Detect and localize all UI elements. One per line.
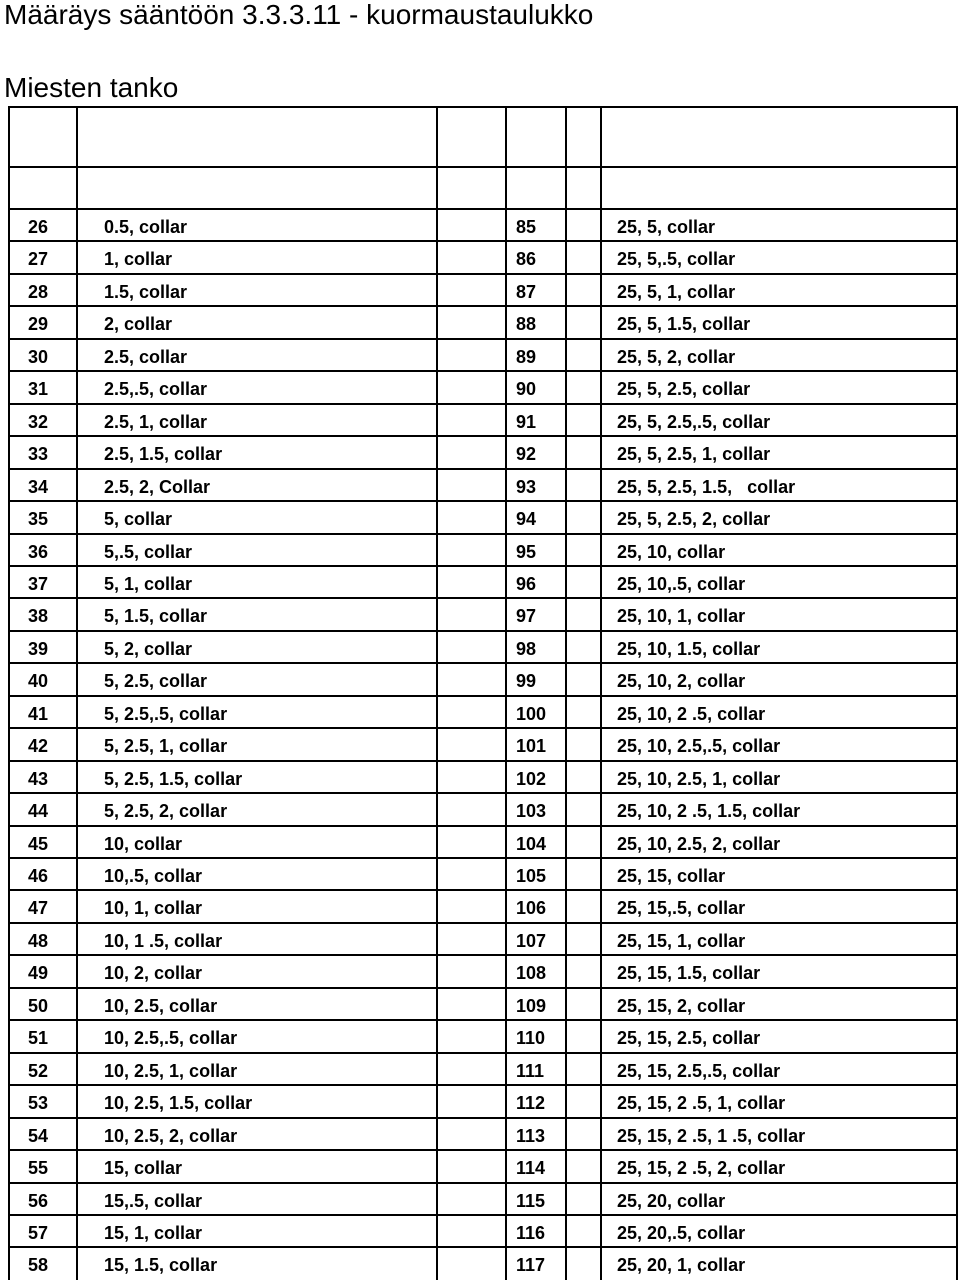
cell-plate-combination: 25, 15, 2, collar <box>617 996 746 1016</box>
cell-load-number: 26 <box>28 217 49 237</box>
cell-load-number: 34 <box>28 477 49 497</box>
table-row-divider <box>8 1246 958 1248</box>
cell-load-number: 112 <box>516 1093 546 1113</box>
table-row-divider <box>8 1182 958 1184</box>
cell-plate-combination: 25, 15, 1, collar <box>617 931 746 951</box>
cell-load-number: 109 <box>516 996 547 1016</box>
cell-plate-combination: 10, collar <box>104 834 183 854</box>
cell-load-number: 29 <box>28 314 49 334</box>
cell-plate-combination: 2.5, collar <box>104 347 188 367</box>
cell-load-number: 86 <box>516 249 537 269</box>
cell-load-number: 98 <box>516 639 537 659</box>
cell-plate-combination: 5, collar <box>104 509 173 529</box>
cell-load-number: 47 <box>28 898 49 918</box>
cell-load-number: 35 <box>28 509 49 529</box>
cell-load-number: 99 <box>516 671 537 691</box>
cell-plate-combination: 25, 10, 2.5, 1, collar <box>617 769 781 789</box>
cell-plate-combination: 25, 5, collar <box>617 217 716 237</box>
table-row-divider <box>8 468 958 470</box>
cell-load-number: 41 <box>28 704 49 724</box>
cell-load-number: 30 <box>28 347 49 367</box>
table-row-divider <box>8 727 958 729</box>
cell-load-number: 92 <box>516 444 537 464</box>
cell-plate-combination: 25, 5,.5, collar <box>617 249 736 269</box>
cell-load-number: 44 <box>28 801 49 821</box>
cell-plate-combination: 25, 15, 2.5,.5, collar <box>617 1061 781 1081</box>
cell-plate-combination: 10,.5, collar <box>104 866 203 886</box>
table-row-divider <box>8 662 958 664</box>
cell-load-number: 42 <box>28 736 49 756</box>
cell-load-number: 113 <box>516 1126 546 1146</box>
cell-plate-combination: 10, 1, collar <box>104 898 203 918</box>
cell-load-number: 38 <box>28 606 49 626</box>
cell-load-number: 55 <box>28 1158 49 1178</box>
cell-load-number: 115 <box>516 1191 546 1211</box>
table-row-divider <box>8 695 958 697</box>
cell-load-number: 108 <box>516 963 547 983</box>
cell-load-number: 110 <box>516 1028 546 1048</box>
cell-plate-combination: 5, 2.5,.5, collar <box>104 704 228 724</box>
cell-plate-combination: 25, 5, 2.5, 1.5, collar <box>617 477 796 497</box>
cell-load-number: 50 <box>28 996 49 1016</box>
cell-load-number: 37 <box>28 574 49 594</box>
cell-load-number: 87 <box>516 282 537 302</box>
table-column-divider <box>565 106 567 1280</box>
cell-load-number: 103 <box>516 801 547 821</box>
table-row-divider <box>8 435 958 437</box>
cell-plate-combination: 15, 1.5, collar <box>104 1255 218 1275</box>
table-row-divider <box>8 1149 958 1151</box>
cell-load-number: 88 <box>516 314 537 334</box>
cell-plate-combination: 25, 10, collar <box>617 542 726 562</box>
cell-plate-combination: 25, 10,.5, collar <box>617 574 746 594</box>
table-row-divider <box>8 597 958 599</box>
cell-load-number: 93 <box>516 477 537 497</box>
cell-plate-combination: 10, 2.5, collar <box>104 996 218 1016</box>
cell-plate-combination: 2.5, 1.5, collar <box>104 444 223 464</box>
cell-plate-combination: 10, 2.5, 1.5, collar <box>104 1093 253 1113</box>
table-row-divider <box>8 338 958 340</box>
cell-plate-combination: 1.5, collar <box>104 282 188 302</box>
table-row-divider <box>8 1019 958 1021</box>
cell-load-number: 106 <box>516 898 547 918</box>
table-row-divider <box>8 630 958 632</box>
table-column-divider <box>76 106 78 1280</box>
cell-load-number: 91 <box>516 412 537 432</box>
cell-load-number: 90 <box>516 379 537 399</box>
table-row-divider <box>8 208 958 210</box>
cell-plate-combination: 25, 15, collar <box>617 866 726 886</box>
cell-load-number: 114 <box>516 1158 546 1178</box>
cell-load-number: 85 <box>516 217 537 237</box>
cell-plate-combination: 5, 1.5, collar <box>104 606 208 626</box>
cell-load-number: 111 <box>516 1061 545 1081</box>
table-row-divider <box>8 273 958 275</box>
cell-load-number: 43 <box>28 769 49 789</box>
cell-plate-combination: 25, 10, 2 .5, collar <box>617 704 766 724</box>
cell-plate-combination: 10, 2, collar <box>104 963 203 983</box>
table-row-divider <box>8 760 958 762</box>
cell-load-number: 51 <box>28 1028 49 1048</box>
cell-load-number: 96 <box>516 574 537 594</box>
cell-load-number: 104 <box>516 834 547 854</box>
table-column-divider <box>600 106 602 1280</box>
table-row-divider <box>8 987 958 989</box>
table-row-divider <box>8 1052 958 1054</box>
cell-plate-combination: 5, 2.5, collar <box>104 671 208 691</box>
cell-plate-combination: 5, 2, collar <box>104 639 193 659</box>
cell-plate-combination: 10, 2.5, 1, collar <box>104 1061 238 1081</box>
cell-plate-combination: 5, 2.5, 2, collar <box>104 801 228 821</box>
cell-plate-combination: 1, collar <box>104 249 173 269</box>
table-row-divider <box>8 857 958 859</box>
cell-plate-combination: 5, 2.5, 1, collar <box>104 736 228 756</box>
cell-load-number: 33 <box>28 444 49 464</box>
cell-plate-combination: 15,.5, collar <box>104 1191 203 1211</box>
table-row-divider <box>8 954 958 956</box>
cell-plate-combination: 25, 5, 1.5, collar <box>617 314 751 334</box>
cell-plate-combination: 25, 15, 1.5, collar <box>617 963 761 983</box>
cell-plate-combination: 25, 10, 2.5,.5, collar <box>617 736 781 756</box>
table-row-divider <box>8 370 958 372</box>
table-row-divider <box>8 500 958 502</box>
cell-load-number: 52 <box>28 1061 49 1081</box>
cell-plate-combination: 25, 15, 2 .5, 2, collar <box>617 1158 786 1178</box>
table-row-divider <box>8 240 958 242</box>
table-column-divider <box>505 106 507 1280</box>
cell-load-number: 39 <box>28 639 49 659</box>
cell-load-number: 32 <box>28 412 49 432</box>
cell-plate-combination: 5,.5, collar <box>104 542 193 562</box>
cell-plate-combination: 25, 15, 2.5, collar <box>617 1028 761 1048</box>
cell-plate-combination: 25, 20,.5, collar <box>617 1223 746 1243</box>
cell-load-number: 53 <box>28 1093 49 1113</box>
cell-plate-combination: 25, 5, 1, collar <box>617 282 736 302</box>
cell-load-number: 107 <box>516 931 547 951</box>
page-title: Määräys sääntöön 3.3.3.11 - kuormaustaulukko <box>4 0 594 30</box>
cell-plate-combination: 25, 15,.5, collar <box>617 898 746 918</box>
cell-load-number: 117 <box>516 1255 546 1275</box>
cell-load-number: 45 <box>28 834 49 854</box>
cell-plate-combination: 0.5, collar <box>104 217 188 237</box>
cell-plate-combination: 25, 20, collar <box>617 1191 726 1211</box>
cell-load-number: 54 <box>28 1126 49 1146</box>
cell-load-number: 56 <box>28 1191 49 1211</box>
table-row-divider <box>8 825 958 827</box>
cell-plate-combination: 25, 5, 2.5,.5, collar <box>617 412 771 432</box>
cell-plate-combination: 25, 10, 2, collar <box>617 671 746 691</box>
table-row-divider <box>8 792 958 794</box>
cell-load-number: 58 <box>28 1255 49 1275</box>
cell-load-number: 28 <box>28 282 49 302</box>
cell-plate-combination: 15, collar <box>104 1158 183 1178</box>
table-row-divider <box>8 889 958 891</box>
cell-load-number: 100 <box>516 704 547 724</box>
cell-plate-combination: 25, 15, 2 .5, 1, collar <box>617 1093 786 1113</box>
table-column-divider <box>436 106 438 1280</box>
table-row-divider <box>8 1117 958 1119</box>
table-row-divider <box>8 166 958 168</box>
cell-plate-combination: 10, 2.5,.5, collar <box>104 1028 238 1048</box>
cell-load-number: 49 <box>28 963 49 983</box>
cell-load-number: 46 <box>28 866 49 886</box>
cell-plate-combination: 2.5, 1, collar <box>104 412 208 432</box>
section-title: Miesten tanko <box>4 72 179 103</box>
cell-load-number: 57 <box>28 1223 49 1243</box>
cell-plate-combination: 25, 5, 2.5, 1, collar <box>617 444 771 464</box>
cell-plate-combination: 25, 20, 1, collar <box>617 1255 746 1275</box>
table-row-divider <box>8 565 958 567</box>
cell-plate-combination: 25, 10, 2 .5, 1.5, collar <box>617 801 801 821</box>
cell-plate-combination: 2.5, 2, Collar <box>104 477 211 497</box>
cell-plate-combination: 5, 1, collar <box>104 574 193 594</box>
cell-load-number: 31 <box>28 379 49 399</box>
cell-load-number: 89 <box>516 347 537 367</box>
cell-plate-combination: 25, 10, 2.5, 2, collar <box>617 834 781 854</box>
cell-plate-combination: 25, 5, 2, collar <box>617 347 736 367</box>
cell-load-number: 105 <box>516 866 547 886</box>
cell-plate-combination: 25, 5, 2.5, 2, collar <box>617 509 771 529</box>
cell-load-number: 101 <box>516 736 547 756</box>
cell-load-number: 36 <box>28 542 49 562</box>
cell-plate-combination: 25, 5, 2.5, collar <box>617 379 751 399</box>
table-row-divider <box>8 403 958 405</box>
cell-load-number: 97 <box>516 606 537 626</box>
table-row-divider <box>8 1214 958 1216</box>
table-row-divider <box>8 533 958 535</box>
cell-plate-combination: 2.5,.5, collar <box>104 379 208 399</box>
cell-plate-combination: 5, 2.5, 1.5, collar <box>104 769 243 789</box>
cell-load-number: 102 <box>516 769 547 789</box>
cell-plate-combination: 2, collar <box>104 314 173 334</box>
cell-load-number: 116 <box>516 1223 546 1243</box>
cell-plate-combination: 10, 2.5, 2, collar <box>104 1126 238 1146</box>
cell-load-number: 95 <box>516 542 537 562</box>
cell-load-number: 40 <box>28 671 49 691</box>
cell-plate-combination: 10, 1 .5, collar <box>104 931 223 951</box>
cell-plate-combination: 25, 10, 1, collar <box>617 606 746 626</box>
table-row-divider <box>8 922 958 924</box>
cell-load-number: 94 <box>516 509 537 529</box>
table-row-divider <box>8 1084 958 1086</box>
table-row-divider <box>8 305 958 307</box>
cell-load-number: 27 <box>28 249 49 269</box>
cell-plate-combination: 25, 15, 2 .5, 1 .5, collar <box>617 1126 806 1146</box>
cell-plate-combination: 25, 10, 1.5, collar <box>617 639 761 659</box>
cell-load-number: 48 <box>28 931 49 951</box>
cell-plate-combination: 15, 1, collar <box>104 1223 203 1243</box>
